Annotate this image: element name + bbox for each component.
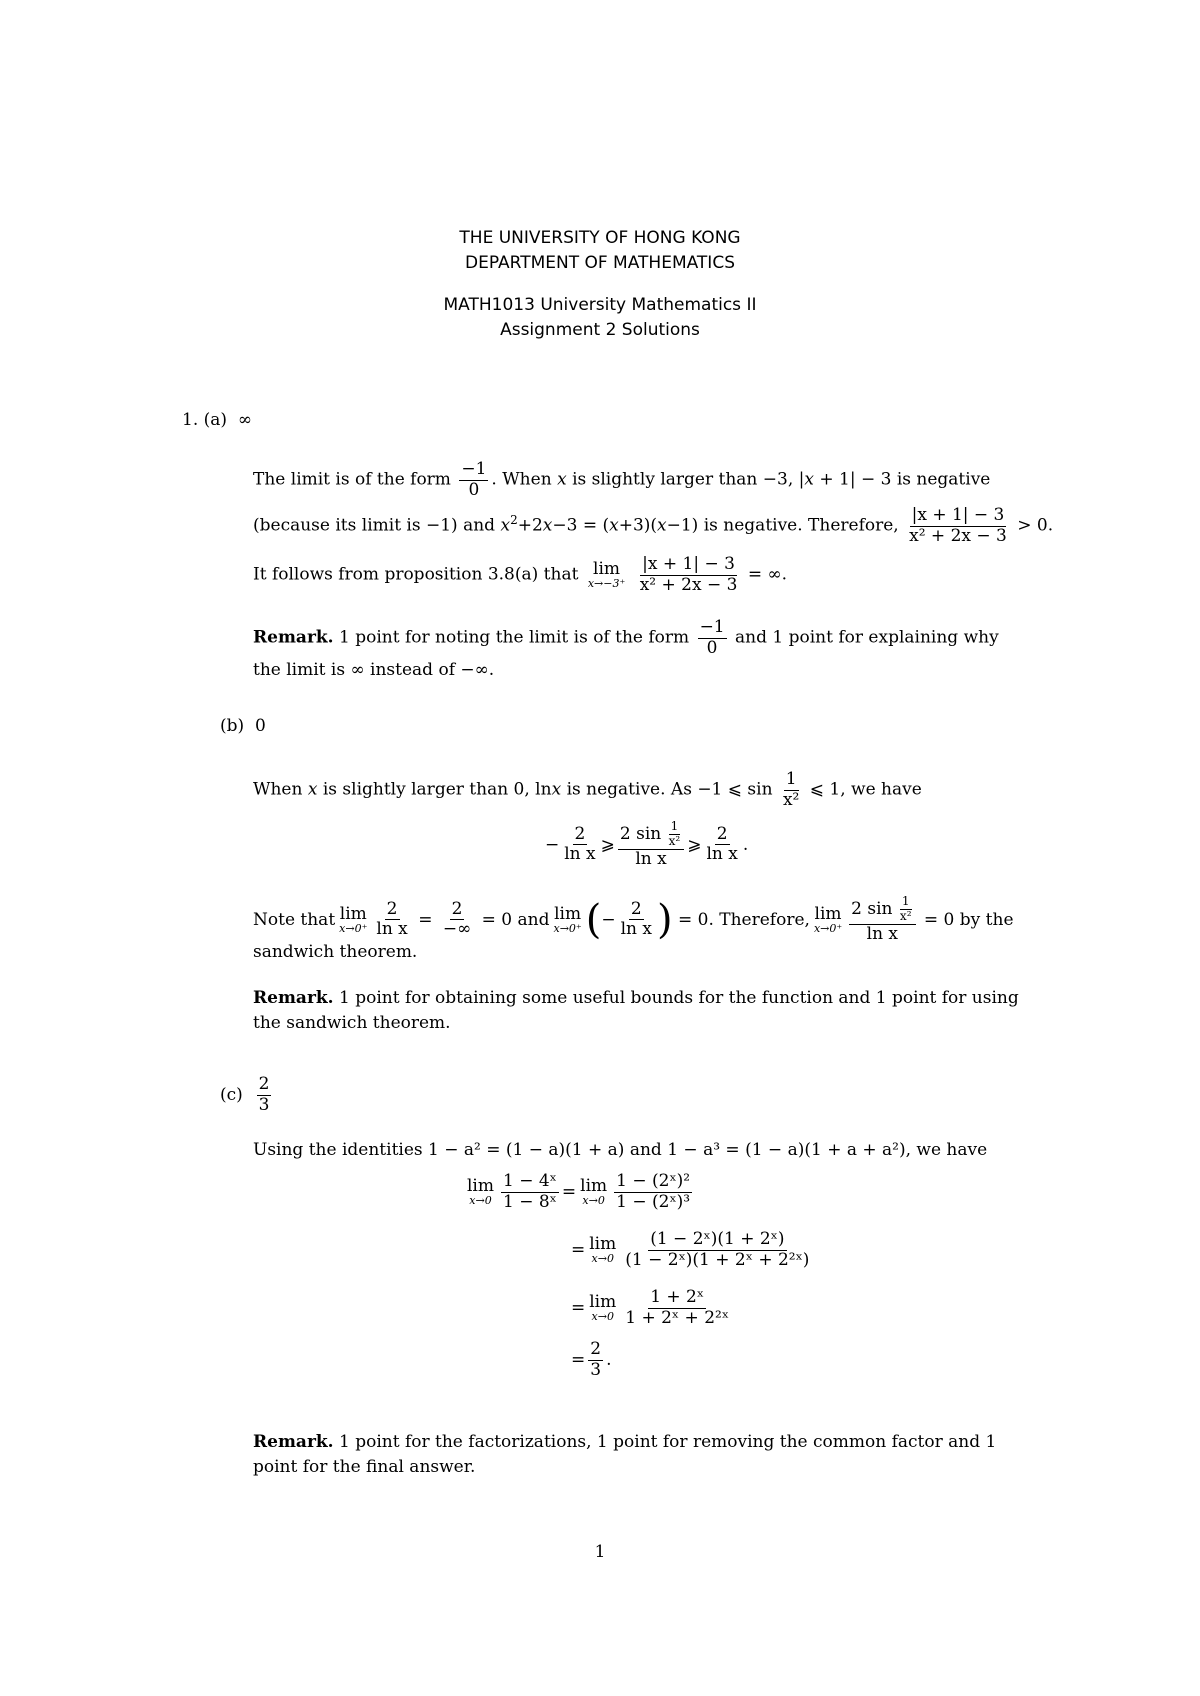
q1b-answer: 0 bbox=[254, 716, 266, 736]
q1a-form-fraction: $\frac{-1}{0}$ bbox=[461, 459, 487, 500]
remark-label: Remark. bbox=[253, 627, 334, 648]
q1a-line2: (because its limit is −1) and $x^2+2x-3 = (x+3)(x-1)$ is negative. Therefore, $\frac{|x + 1| - 3}{\text{x² + 2x − 3}}$ > 0. bbox=[253, 505, 1054, 546]
q1c-derivation-step2: = lim x→0 $\frac{\text{(1 − 2ˣ)(1 + 2ˣ)}}{\text{(1 − 2ˣ)(1 + 2ˣ + 2²ˣ)}}$ bbox=[571, 1229, 810, 1270]
q1c-remark-line2: point for the final answer. bbox=[253, 1457, 476, 1477]
remark-label: Remark. bbox=[253, 1432, 334, 1452]
q1c-derivation-step3: = lim x→0 $\frac{\text{1 + 2ˣ}}{\text{1 + 2ˣ + 2²ˣ}}$ bbox=[571, 1287, 730, 1328]
q1b-inequality: − $\frac{2}{\text{ln x}}$ ⩾ 2 sin $\frac{1}{\text{x²}}$ ln x ⩾ $\frac{2}{\text{ln x}}$ . bbox=[545, 819, 749, 869]
q1b-note-line: Note that lim x→0⁺ $\frac{2}{\text{ln x}}$ = $\frac{2}{-\infty}$ = 0 and lim x→0⁺ ( − $\frac{2}{\text{ln x}}$ ) = 0. Therefore, lim x→0⁺ 2 sin $\frac{1}{\text{x²}}$ ln x = 0 by the bbox=[253, 894, 1014, 944]
remark-label: Remark. bbox=[253, 988, 334, 1008]
q1c-remark-line1: Remark. 1 point for the factorizations, 1 point for removing the common factor and 1 bbox=[253, 1432, 997, 1452]
document-title: Assignment 2 Solutions bbox=[500, 320, 700, 340]
q1a-remark-line1: Remark. 1 point for noting the limit is of the form $\frac{-1}{0}$ and 1 point for explaining why bbox=[253, 617, 999, 658]
course-title: MATH1013 University Mathematics II bbox=[443, 295, 757, 315]
q1c-identities-line: Using the identities 1 − a² = (1 − a)(1 + a) and 1 − a³ = (1 − a)(1 + a + a²), we have bbox=[253, 1140, 988, 1160]
q1b-line1: When x is slightly larger than 0, lnx is negative. As −1 ⩽ sin $\frac{1}{\text{x²}}$ ⩽ 1, we have bbox=[253, 769, 922, 810]
university-name: THE UNIVERSITY OF HONG KONG bbox=[459, 228, 741, 248]
q1b-remark-line1: Remark. 1 point for obtaining some useful bounds for the function and 1 point for using bbox=[253, 988, 1019, 1008]
page-number: 1 bbox=[594, 1542, 606, 1562]
q1c-derivation-step4: = $\frac{2}{3}$ . bbox=[571, 1339, 612, 1380]
q1c-label: (c) $\frac{2}{3}$ bbox=[220, 1074, 270, 1115]
q1a-answer: ∞ bbox=[237, 410, 253, 430]
q1a-limit: lim x→−3⁺ bbox=[587, 559, 626, 591]
q1a-line1: The limit is of the form $\frac{-1}{0}$ . When x is slightly larger than −3, |x + 1| − 3 is negative bbox=[253, 459, 991, 500]
q1b-note-end: sandwich theorem. bbox=[253, 942, 418, 962]
q1b-remark-line2: the sandwich theorem. bbox=[253, 1013, 451, 1033]
q1b-label: (b) 0 bbox=[220, 716, 266, 736]
q1c-answer: $\frac{2}{3}$ bbox=[258, 1074, 270, 1115]
q1a-label: 1. (a) ∞ bbox=[182, 410, 253, 430]
q1a-line3: It follows from proposition 3.8(a) that lim x→−3⁺ $\frac{|x + 1| - 3}{\text{x² + 2x − 3}}$ = ∞. bbox=[253, 554, 788, 595]
q1a-ratio-fraction: $\frac{|x + 1| - 3}{\text{x² + 2x − 3}}$ bbox=[909, 505, 1007, 546]
department-name: DEPARTMENT OF MATHEMATICS bbox=[465, 253, 735, 273]
q1c-derivation-step1: lim x→0 $\frac{\text{1 − 4ˣ}}{\text{1 − 8ˣ}}$ = lim x→0 $\frac{\text{1 − (2ˣ)²}}{\text{1 − (2ˣ)³}}$ bbox=[467, 1171, 691, 1212]
q1a-remark-line2: the limit is ∞ instead of −∞. bbox=[253, 660, 495, 680]
